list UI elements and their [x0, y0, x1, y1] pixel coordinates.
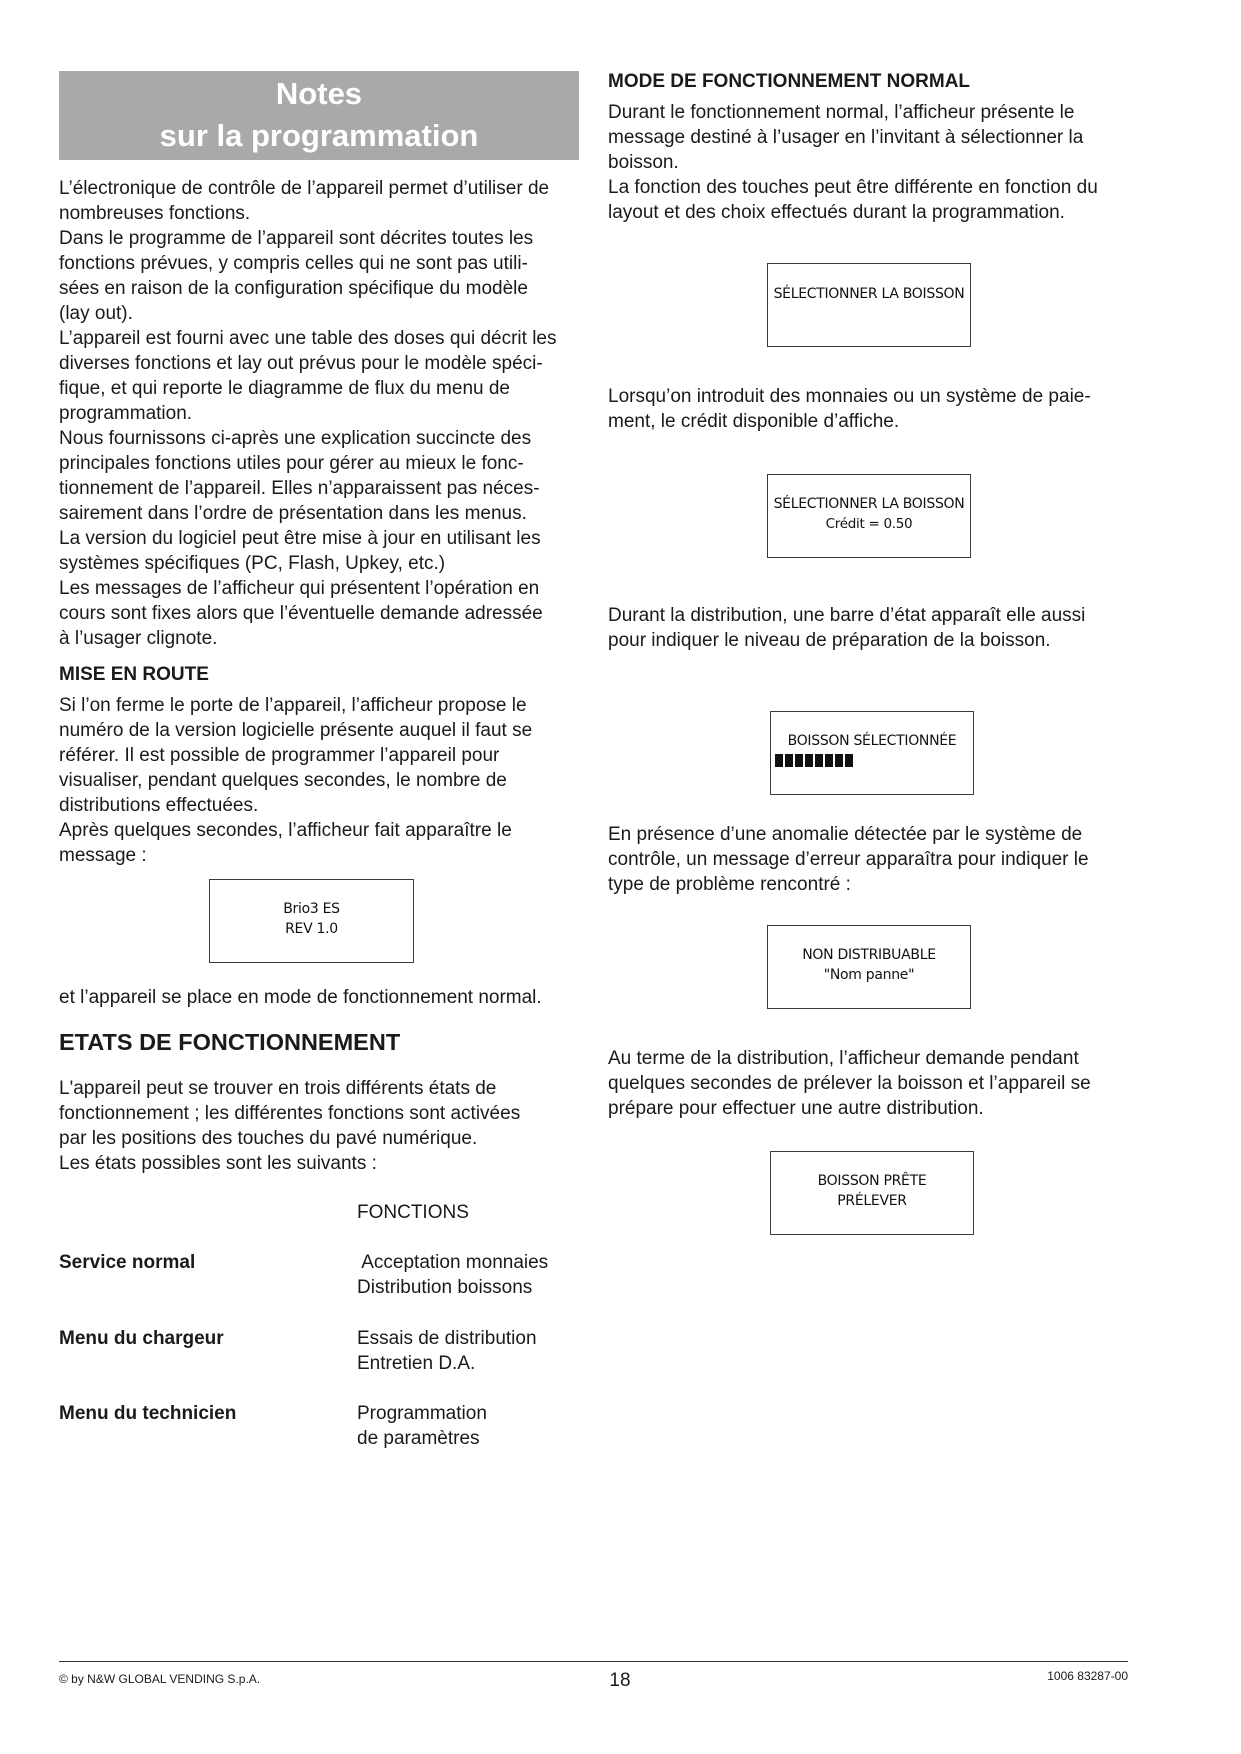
function-line: Programmation	[357, 1403, 487, 1424]
text-line: La fonction des touches peut être différente en fonction du	[608, 177, 1098, 198]
function-line: de paramètres	[357, 1428, 480, 1449]
document-code: 1006 83287-00	[1047, 1669, 1128, 1683]
lcd-line: BOISSON PRÊTE	[817, 1173, 927, 1189]
function-line: Entretien D.A.	[357, 1353, 476, 1374]
function-line: Acceptation monnaies	[357, 1252, 549, 1273]
mode-heading: MODE DE FONCTIONNEMENT NORMAL	[608, 71, 971, 92]
distribution-paragraph	[608, 603, 1132, 653]
end-paragraph	[608, 1046, 1132, 1121]
lcd-line: SÉLECTIONNER LA BOISSON	[773, 496, 965, 512]
text-line: quelques secondes de prélever la boisson et l’appareil se	[608, 1073, 1091, 1094]
text-line: L’électronique de contrôle de l’appareil permet d’utiliser de	[59, 178, 550, 199]
text-line: message :	[59, 845, 147, 866]
text-line: prépare pour effectuer une autre distribution.	[608, 1098, 984, 1119]
text-line: L’appareil est fourni avec une table des doses qui décrit les	[59, 328, 557, 349]
text-line: La version du logiciel peut être mise à jour en utilisant les	[59, 528, 541, 549]
text-line: type de problème rencontré :	[608, 874, 851, 895]
progress-block	[785, 754, 793, 767]
table-row	[59, 1326, 619, 1376]
text-line: Les états possibles sont les suivants :	[59, 1153, 377, 1174]
lcd-credit-display	[767, 474, 971, 558]
text-line: sairement dans l’ordre de présentation dans les menus.	[59, 503, 527, 524]
function-line: Distribution boissons	[357, 1277, 533, 1298]
text-line: Durant la distribution, une barre d’état apparaît elle aussi	[608, 605, 1086, 626]
mise-en-route-heading: MISE EN ROUTE	[59, 664, 209, 685]
text-line: par les positions des touches du pavé numérique.	[59, 1128, 478, 1149]
progress-block	[835, 754, 843, 767]
mode-paragraph	[608, 100, 1132, 225]
footer-copyright: © by N&W GLOBAL VENDING S.p.A.	[59, 1672, 261, 1686]
fonctions-header: FONCTIONS	[357, 1202, 469, 1223]
lcd-line: Brio3 ES	[283, 901, 340, 917]
text-line: Au terme de la distribution, l’afficheur demande pendant	[608, 1048, 1079, 1069]
text-line: visualiser, pendant quelques secondes, le nombre de	[59, 770, 507, 791]
lcd-error-display	[767, 925, 971, 1009]
text-line: L'appareil peut se trouver en trois différents états de	[59, 1078, 497, 1099]
footer-divider	[59, 1661, 1128, 1662]
text-line: Si l’on ferme le porte de l’appareil, l’afficheur propose le	[59, 695, 527, 716]
text-line: fonctionnement ; les différentes fonctions sont activées	[59, 1103, 521, 1124]
text-line: fonctions prévues, y compris celles qui ne sont pas utili-	[59, 253, 528, 274]
mise-en-route-paragraph	[59, 693, 579, 868]
progress-block	[795, 754, 803, 767]
etats-heading: ETATS DE FONCTIONNEMENT	[59, 1029, 401, 1055]
lcd-line: BOISSON SÉLECTIONNÉE	[787, 733, 957, 749]
lcd-selected-display	[770, 711, 974, 795]
text-line: programmation.	[59, 403, 193, 424]
text-line: contrôle, un message d’erreur apparaîtra pour indiquer le	[608, 849, 1089, 870]
etats-paragraph	[59, 1076, 579, 1176]
text-line: pour indiquer le niveau de préparation de la boisson.	[608, 630, 1051, 651]
text-line: fique, et qui reporte le diagramme de flux du menu de	[59, 378, 510, 399]
progress-block	[815, 754, 823, 767]
text-line: Dans le programme de l’appareil sont décrites toutes les	[59, 228, 534, 249]
page-number: 18	[609, 1670, 631, 1691]
text-line: principales fonctions utiles pour gérer au mieux le fonc-	[59, 453, 524, 474]
progress-block	[825, 754, 833, 767]
lcd-select-display	[767, 263, 971, 347]
text-line: Lorsqu’on introduit des monnaies ou un système de paie-	[608, 386, 1091, 407]
table-row	[59, 1250, 619, 1300]
text-line: En présence d’une anomalie détectée par le système de	[608, 824, 1083, 845]
text-line: systèmes spécifiques (PC, Flash, Upkey, etc.)	[59, 553, 446, 574]
credit-label: Crédit =	[825, 516, 880, 532]
text-line: Les messages de l’afficheur qui présentent l’opération en	[59, 578, 540, 599]
text-line: boisson.	[608, 152, 679, 173]
progress-block	[805, 754, 813, 767]
text-line: cours sont fixes alors que l’éventuelle demande adressée	[59, 603, 543, 624]
state-label: Service normal	[59, 1252, 196, 1273]
state-label: Menu du technicien	[59, 1403, 237, 1424]
lcd-ready-display	[770, 1151, 974, 1235]
table-row	[59, 1401, 619, 1451]
lcd-version-display	[209, 879, 414, 963]
progress-block	[845, 754, 853, 767]
text-line: Après quelques secondes, l’afficheur fait apparaître le	[59, 820, 512, 841]
lcd-line: "Nom panne"	[823, 967, 915, 983]
function-line: Essais de distribution	[357, 1328, 537, 1349]
text-line: ment, le crédit disponible d’affiche.	[608, 411, 900, 432]
text-line: (lay out).	[59, 303, 133, 324]
text-line: message destiné à l’usager en l’invitant à sélectionner la	[608, 127, 1084, 148]
anomaly-paragraph	[608, 822, 1132, 897]
section-title-banner	[59, 71, 579, 160]
text-line: tionnement de l’appareil. Elles n’apparaissent pas néces-	[59, 478, 540, 499]
text-line: à l’usager clignote.	[59, 628, 218, 649]
lcd-line: PRÉLEVER	[837, 1193, 907, 1209]
text-line: sées en raison de la configuration spécifique du modèle	[59, 278, 528, 299]
lcd-line: SÉLECTIONNER LA BOISSON	[773, 286, 965, 302]
title-line-2: sur la programmation	[159, 118, 479, 153]
progress-block	[775, 754, 783, 767]
text-line: distributions effectuées.	[59, 795, 259, 816]
text-line: nombreuses fonctions.	[59, 203, 251, 224]
text-line: layout et des choix effectués durant la programmation.	[608, 202, 1065, 223]
credit-value: 0.50	[883, 516, 913, 532]
coins-paragraph	[608, 384, 1132, 434]
text-line: référer. Il est possible de programmer l’appareil pour	[59, 745, 500, 766]
credit-row	[768, 514, 970, 534]
after-version-text: et l’appareil se place en mode de fonctionnement normal.	[59, 987, 542, 1008]
text-line: Durant le fonctionnement normal, l’afficheur présente le	[608, 102, 1075, 123]
title-line-1: Notes	[275, 76, 363, 111]
lcd-line: REV 1.0	[285, 921, 338, 937]
lcd-line: NON DISTRIBUABLE	[802, 947, 936, 963]
text-line: Nous fournissons ci-après une explication succincte des	[59, 428, 532, 449]
text-line: numéro de la version logicielle présente auquel il faut se	[59, 720, 533, 741]
progress-bar	[775, 754, 973, 767]
intro-paragraph	[59, 176, 579, 651]
state-label: Menu du chargeur	[59, 1328, 224, 1349]
text-line: diverses fonctions et lay out prévus pour le modèle spéci-	[59, 353, 543, 374]
